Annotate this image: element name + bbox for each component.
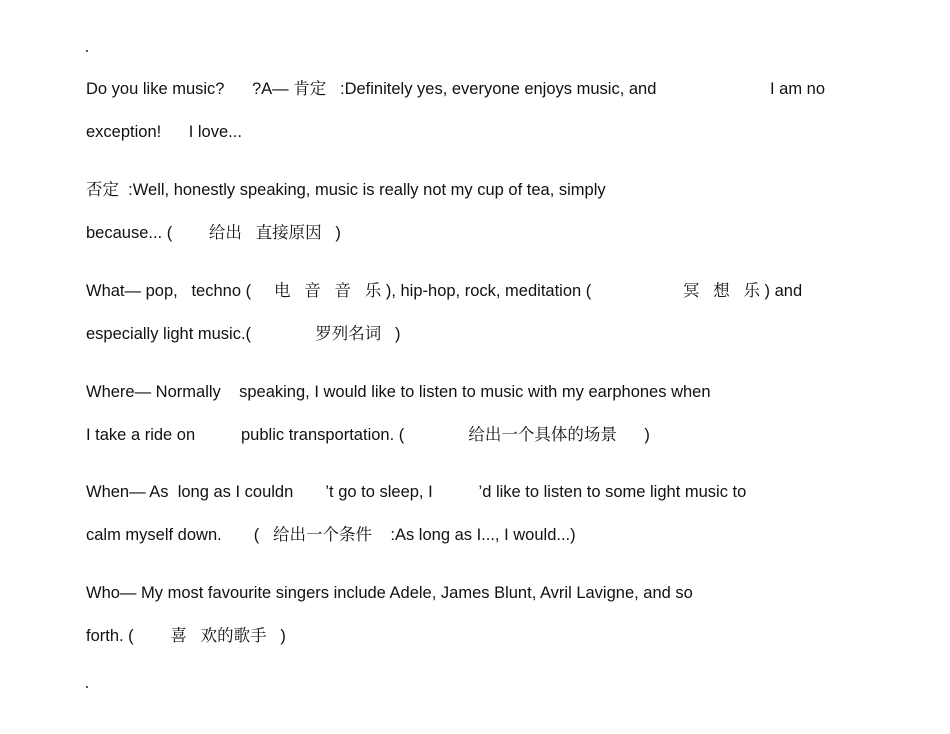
- text-line-7: Where— Normally speaking, I would like to listen to music with my earphones when: [86, 383, 711, 401]
- text-line-1: Do you like music? ?A— 肯定 :Definitely yes, everyone enjoys music, and: [86, 80, 657, 98]
- text-line-6: especially light music.( 罗列名词 ): [86, 325, 401, 343]
- page-mark-bottom: [86, 686, 88, 688]
- text-line-8: I take a ride on public transportation. ( 给出一个具体的场景 ): [86, 426, 650, 444]
- page-mark-top: [86, 50, 88, 52]
- text-line-9: When— As long as I couldn ’t go to sleep, I ’d like to listen to some light music to: [86, 483, 747, 501]
- text-line-2: exception! I love...: [86, 123, 242, 141]
- text-line-4: because... ( 给出 直接原因 ): [86, 224, 341, 242]
- text-line-1-end: I am no: [770, 80, 826, 98]
- text-line-5: What— pop, techno ( 电 音 音 乐 ), hip-hop, rock, meditation ( 冥 想 乐 ) and: [86, 282, 803, 300]
- text-line-10: calm myself down. ( 给出一个条件 :As long as I..., I would...): [86, 526, 576, 544]
- text-line-3: 否定 :Well, honestly speaking, music is really not my cup of tea, simply: [86, 181, 606, 199]
- text-line-11: Who— My most favourite singers include Adele, James Blunt, Avril Lavigne, and so: [86, 584, 693, 602]
- text-line-12: forth. ( 喜 欢的歌手 ): [86, 627, 286, 645]
